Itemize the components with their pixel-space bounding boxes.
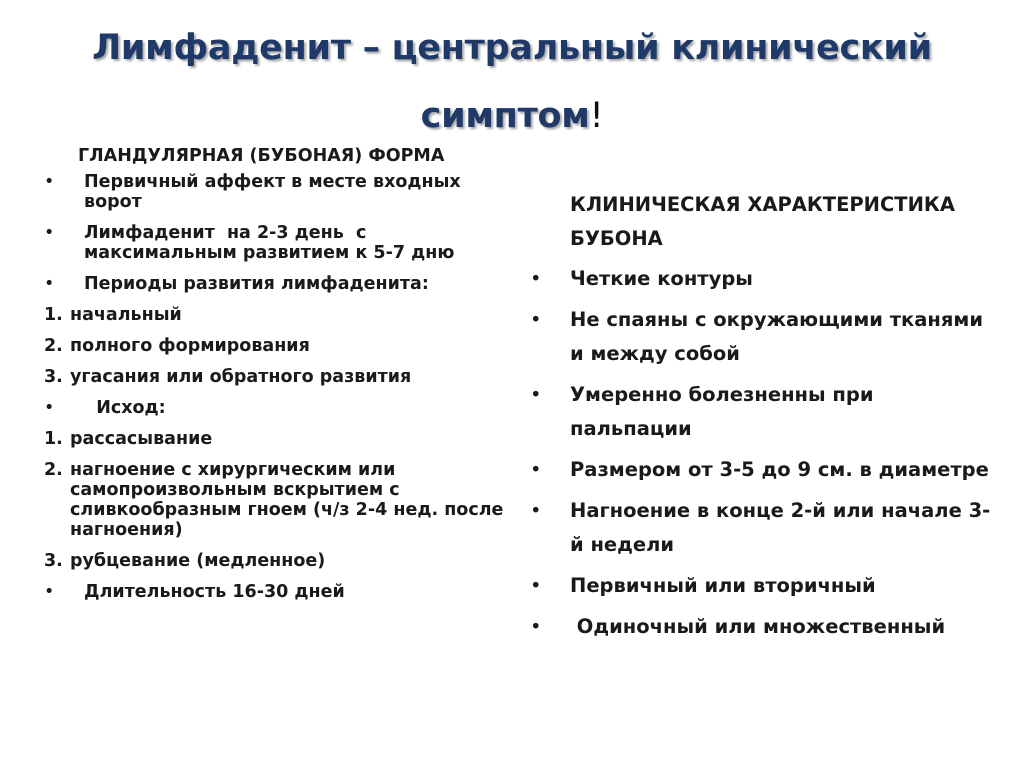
left-list-item	[44, 172, 514, 212]
list-item-text: Одиночный или множественный	[570, 615, 946, 638]
list-number: 2.	[44, 460, 63, 480]
list-number: 2.	[44, 336, 63, 356]
left-list-item	[44, 460, 514, 540]
list-item-text: угасания или обратного развития	[70, 367, 412, 387]
bullet-icon: •	[530, 574, 542, 597]
left-list-item	[44, 551, 514, 571]
list-number: 3.	[44, 551, 63, 571]
list-item-text: Размером от 3-5 до 9 см. в диаметре	[570, 458, 989, 481]
list-item-text: Исход:	[84, 398, 166, 418]
list-item-text: Лимфаденит на 2-3 день с максимальным развитием к 5-7 дню	[84, 223, 455, 263]
list-item-text: Нагноение в конце 2-й или начале 3-й недели	[570, 499, 991, 556]
list-item-text: начальный	[70, 305, 182, 325]
list-number: 1.	[44, 429, 63, 449]
slide-title-word: симптом	[420, 96, 590, 136]
slide-title-line2	[40, 82, 984, 150]
left-list	[44, 172, 514, 602]
bullet-icon: •	[530, 615, 542, 638]
bullet-icon: •	[44, 274, 55, 294]
list-item-text: Длительность 16-30 дней	[84, 582, 345, 602]
bullet-icon: •	[44, 223, 55, 243]
right-column	[530, 188, 1000, 651]
left-list-item	[44, 367, 514, 387]
left-list-item	[44, 223, 514, 263]
list-item-text: Периоды развития лимфаденита:	[84, 274, 429, 294]
bullet-icon: •	[530, 308, 542, 331]
left-list-item	[44, 274, 514, 294]
list-number: 3.	[44, 367, 63, 387]
list-item-text: Четкие контуры	[570, 267, 753, 290]
list-item-text: рассасывание	[70, 429, 213, 449]
bullet-icon: •	[530, 458, 542, 481]
list-item-text: Умеренно болезненны при пальпации	[570, 383, 881, 440]
left-list-item	[44, 305, 514, 325]
list-item-text: нагноение с хирургическим или самопроизвольным вскрытием с сливкообразным гноем (ч/з 2-4 нед. после нагноения)	[70, 460, 510, 540]
bullet-icon: •	[530, 267, 542, 290]
left-list-item	[44, 398, 514, 418]
left-list-item	[44, 336, 514, 356]
left-column	[44, 146, 514, 613]
list-item-text: Не спаяны с окружающими тканями и между собой	[570, 308, 990, 365]
right-list-item	[530, 378, 1000, 446]
bullet-icon: •	[530, 499, 542, 522]
list-item-text: Первичный или вторичный	[570, 574, 876, 597]
list-item-text: рубцевание (медленное)	[70, 551, 326, 571]
bullet-icon: •	[44, 172, 55, 192]
slide-title-exclamation: !	[589, 96, 604, 136]
list-item-text: Первичный аффект в месте входных ворот	[84, 172, 467, 212]
bullet-icon: •	[44, 582, 55, 602]
slide-title	[40, 14, 984, 150]
left-list-item	[44, 429, 514, 449]
left-list-item	[44, 582, 514, 602]
bullet-icon: •	[530, 383, 542, 406]
right-list-item	[530, 303, 1000, 371]
left-heading: ГЛАНДУЛЯРНАЯ (БУБОНАЯ) ФОРМА	[78, 146, 445, 166]
bullet-icon: •	[44, 398, 55, 418]
right-list-item	[530, 262, 1000, 296]
right-list-item	[530, 569, 1000, 603]
slide-title-line1: Лимфаденит – центральный клинический	[92, 28, 932, 68]
right-list-item	[530, 453, 1000, 487]
right-list-item	[530, 610, 1000, 644]
list-item-text: полного формирования	[70, 336, 310, 356]
list-number: 1.	[44, 305, 63, 325]
right-list	[530, 262, 1000, 644]
right-list-item	[530, 494, 1000, 562]
right-heading: КЛИНИЧЕСКАЯ ХАРАКТЕРИСТИКА БУБОНА	[570, 193, 955, 250]
